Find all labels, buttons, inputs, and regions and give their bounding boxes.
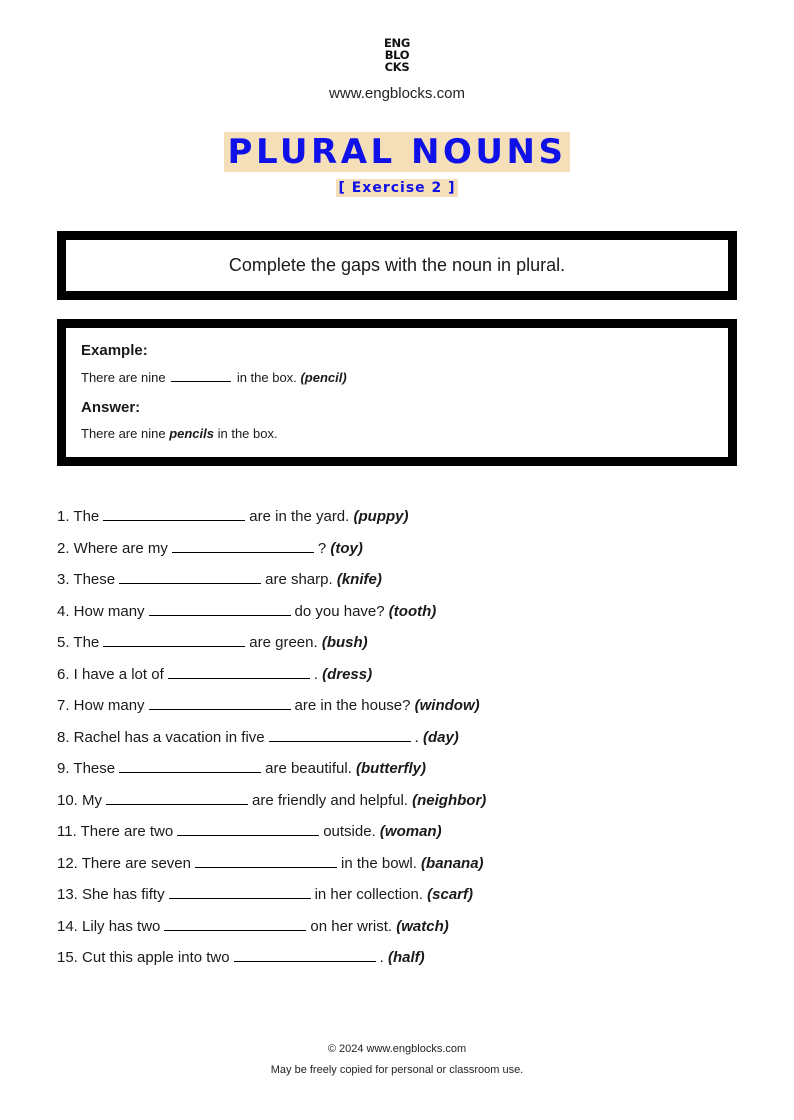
answer-blank[interactable] — [149, 694, 291, 710]
question-text-after: outside. — [323, 823, 376, 840]
noun-hint: (half) — [387, 949, 425, 966]
logo-line-1: ENG — [383, 36, 411, 50]
question-text-after: are in the yard. — [249, 508, 350, 525]
question-item — [57, 537, 363, 558]
noun-hint: (neighbor) — [412, 791, 487, 809]
question-text-before: 15. Cut this apple into two — [57, 949, 230, 966]
noun-hint: (tooth) — [388, 602, 437, 620]
question-text-before: 3. These — [57, 571, 116, 588]
question-item — [57, 820, 442, 841]
question-text-after: . — [313, 665, 318, 683]
question-text-before: 11. There are two — [57, 823, 174, 840]
noun-hint: (bush) — [321, 634, 368, 651]
question-text-before: 9. These — [57, 760, 116, 777]
question-item — [57, 852, 484, 873]
instruction-text: Complete the gaps with the noun in plural. — [228, 255, 566, 275]
example-after: in the box. — [236, 370, 297, 385]
question-text-before: 12. There are seven — [57, 854, 191, 872]
noun-hint: (butterfly) — [356, 760, 427, 777]
question-item — [57, 631, 368, 652]
example-heading: Example: — [81, 342, 148, 359]
question-item — [57, 946, 425, 967]
question-text-before: 1. The — [57, 508, 100, 525]
question-item — [57, 757, 426, 778]
answer-blank[interactable] — [168, 663, 310, 679]
question-text-after: on her wrist. — [310, 917, 393, 935]
question-text-after: are in the house? — [294, 697, 411, 714]
answer-blank[interactable] — [103, 631, 245, 647]
footer-copyright: © 2024 www.engblocks.com — [327, 1043, 467, 1055]
noun-hint: (scarf) — [427, 886, 474, 903]
question-text-after: are beautiful. — [265, 760, 352, 777]
question-text-after: are green. — [249, 634, 318, 651]
question-text-after: are friendly and helpful. — [252, 791, 408, 809]
question-text-before: 10. My — [57, 791, 103, 809]
answer-blank[interactable] — [119, 757, 261, 773]
exercise-subtitle: [ Exercise 2 ] — [338, 180, 456, 196]
answer-blank[interactable] — [103, 505, 245, 521]
answer-blank[interactable] — [195, 852, 337, 868]
example-box — [57, 319, 737, 466]
noun-hint: (toy) — [330, 539, 363, 557]
question-item — [57, 726, 459, 747]
question-text-after: in the bowl. — [340, 854, 417, 872]
question-item — [57, 600, 436, 621]
answer-word: pencils — [169, 426, 214, 441]
question-item — [57, 505, 408, 526]
answer-blank[interactable] — [169, 883, 311, 899]
question-text-before: 13. She has fifty — [57, 886, 165, 903]
question-item — [57, 789, 486, 810]
question-text-before: 14. Lily has two — [57, 917, 161, 935]
question-text-after: . — [379, 949, 384, 966]
answer-blank[interactable] — [177, 820, 319, 836]
example-blank — [171, 369, 231, 382]
site-url[interactable]: www.engblocks.com — [329, 85, 465, 102]
logo — [0, 37, 794, 73]
question-text-after: ? — [317, 539, 327, 557]
noun-hint: (woman) — [379, 823, 442, 840]
example-sentence — [81, 369, 728, 386]
question-text-before: 6. I have a lot of — [57, 665, 164, 683]
question-text-after: are sharp. — [265, 571, 333, 588]
answer-blank[interactable] — [234, 946, 376, 962]
footer-license: May be freely copied for personal or classroom use. — [270, 1064, 524, 1076]
answer-after: in the box. — [217, 426, 278, 441]
noun-hint: (watch) — [396, 917, 449, 935]
answer-blank[interactable] — [172, 537, 314, 553]
noun-hint: (dress) — [322, 665, 373, 683]
question-item — [57, 663, 372, 684]
logo-line-3: CKS — [384, 60, 410, 74]
question-text-before: 5. The — [57, 634, 100, 651]
question-text-after: in her collection. — [314, 886, 423, 903]
question-text-before: 7. How many — [57, 697, 145, 714]
answer-blank[interactable] — [149, 600, 291, 616]
answer-blank[interactable] — [164, 915, 306, 931]
answer-blank[interactable] — [106, 789, 248, 805]
noun-hint: (window) — [414, 697, 480, 714]
question-text-after: do you have? — [294, 602, 385, 620]
question-text-after: . — [414, 728, 419, 746]
answer-blank[interactable] — [119, 568, 261, 584]
noun-hint: (day) — [422, 728, 459, 746]
page-title: PLURAL NOUNS — [224, 132, 571, 172]
answer-sentence — [81, 426, 728, 442]
answer-heading: Answer: — [81, 399, 141, 416]
answer-before: There are nine — [81, 426, 166, 441]
question-item — [57, 694, 480, 715]
question-item — [57, 883, 473, 904]
question-item — [57, 568, 382, 589]
instruction-box — [57, 231, 737, 300]
noun-hint: (puppy) — [353, 508, 409, 525]
noun-hint: (knife) — [336, 571, 382, 588]
question-text-before: 8. Rachel has a vacation in five — [57, 728, 265, 746]
example-hint: (pencil) — [300, 370, 347, 385]
logo-line-2: BLO — [384, 48, 410, 62]
answer-blank[interactable] — [269, 726, 411, 742]
question-item — [57, 915, 449, 936]
question-text-before: 2. Where are my — [57, 539, 168, 557]
example-before: There are nine — [81, 370, 166, 385]
noun-hint: (banana) — [421, 854, 484, 872]
question-text-before: 4. How many — [57, 602, 145, 620]
